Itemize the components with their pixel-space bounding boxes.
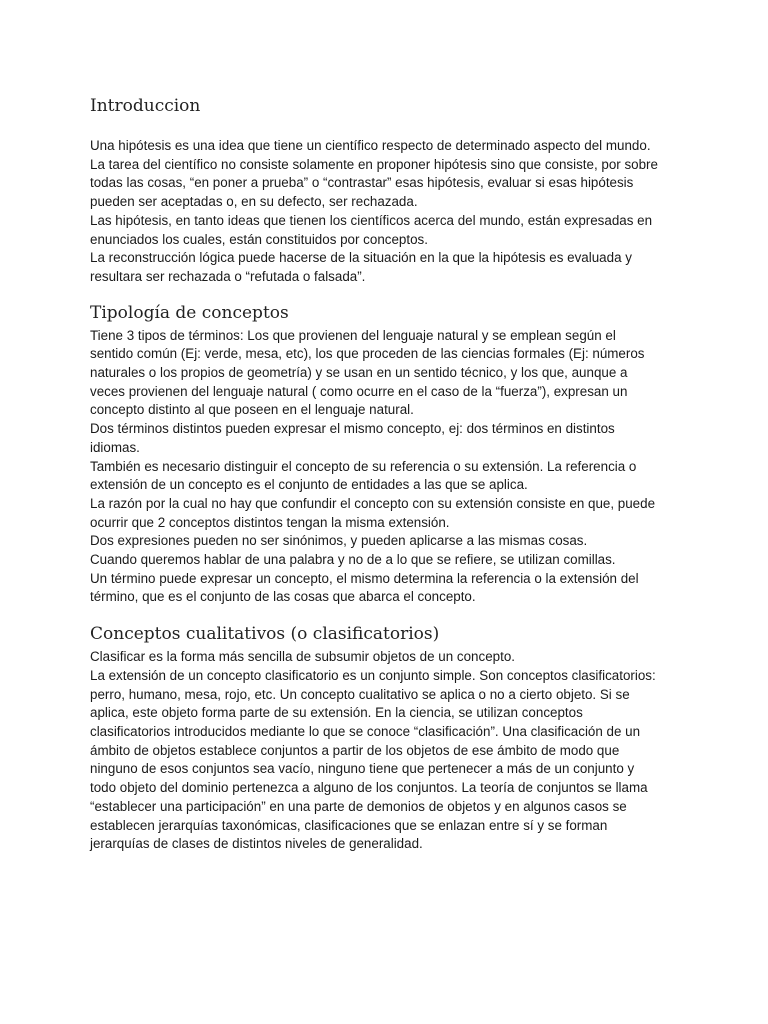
paragraph-line: idiomas. — [90, 439, 140, 455]
section-introduccion — [90, 92, 684, 287]
paragraph-line: También es necesario distinguir el concepto de su referencia o su extensión. La referencia o — [90, 458, 637, 474]
paragraph-line: Dos expresiones pueden no ser sinónimos, y pueden aplicarse a las mismas cosas. — [90, 533, 588, 549]
paragraph-line: todas las cosas, “en poner a prueba” o “contrastar” esas hipótesis, evaluar si esas hipótesis — [90, 175, 634, 191]
paragraph-line: La tarea del científico no consiste solamente en proponer hipótesis sino que consiste, por sobre — [90, 156, 658, 172]
paragraph-line: Tiene 3 tipos de términos: Los que provienen del lenguaje natural y se emplean según el — [90, 327, 616, 343]
section-body — [90, 648, 684, 854]
paragraph-line: Cuando queremos hablar de una palabra y no de a lo que se refiere, se utilizan comillas. — [90, 552, 616, 568]
paragraph-line: ocurrir que 2 conceptos distintos tengan la misma extensión. — [90, 514, 450, 530]
paragraph-line: resultara ser rechazada o “refutada o falsada”. — [90, 268, 366, 284]
paragraph-line: ninguno de esos conjuntos sea vacío, ninguno tiene que pertenecer a más de un conjunto y — [90, 761, 635, 777]
paragraph-line: Una hipótesis es una idea que tiene un científico respecto de determinado aspecto del mundo. — [90, 138, 651, 153]
paragraph-line: ámbito de objetos establece conjuntos a partir de los objetos de ese ámbito de modo que — [90, 742, 620, 758]
paragraph-line: sentido común (Ej: verde, mesa, etc), los que proceden de las ciencias formales (Ej: números — [90, 346, 645, 362]
paragraph-line: La reconstrucción lógica puede hacerse de la situación en la que la hipótesis es evaluada y — [90, 250, 632, 266]
section-tipologia-de-conceptos — [90, 299, 684, 608]
paragraph-line: Un término puede expresar un concepto, el mismo determina la referencia o la extensión del — [90, 570, 639, 586]
paragraph-line: perro, humano, mesa, rojo, etc. Un concepto cualitativo se aplica o no a cierto objeto. Si se — [90, 686, 630, 702]
section-heading: Introduccion — [90, 96, 201, 116]
paragraph-line: pueden ser aceptadas o, en su defecto, ser rechazada. — [90, 194, 418, 210]
paragraph-line: todo objeto del dominio pertenezca a alguno de los conjuntos. La teoría de conjuntos se llama — [90, 780, 648, 796]
paragraph-line: veces provienen del lenguaje natural ( como ocurre en el caso de la “fuerza”), expresan un — [90, 383, 628, 399]
paragraph-line: extensión de un concepto es el conjunto de entidades a las que se aplica. — [90, 477, 528, 493]
paragraph-line: naturales o los propios de geometría) y se usan en un sentido técnico, y los que, aunque a — [90, 365, 628, 381]
section-body — [90, 137, 684, 287]
paragraph-line: jerarquías de clases de distintos niveles de generalidad. — [90, 836, 423, 852]
section-heading: Conceptos cualitativos (o clasificatorios) — [90, 624, 440, 645]
paragraph-line: “establecer una participación” en una parte de demonios de objetos y en algunos casos se — [90, 798, 627, 814]
paragraph-line: Clasificar es la forma más sencilla de subsumir objetos de un concepto. — [90, 649, 515, 665]
paragraph-line: establecen jerarquías taxonómicas, clasificaciones que se enlazan entre sí y se forman — [90, 817, 608, 833]
paragraph-line: aplica, este objeto forma parte de su extensión. En la ciencia, se utilizan conceptos — [90, 705, 583, 721]
paragraph-line: La razón por la cual no hay que confundir el concepto con su extensión consiste en que, puede — [90, 495, 656, 511]
paragraph-line: clasificatorios introducidos mediante lo que se conoce “clasificación”. Una clasificación de un — [90, 723, 641, 739]
section-heading: Tipología de conceptos — [90, 302, 289, 323]
paragraph-line: enunciados los cuales, están constituidos por conceptos. — [90, 231, 428, 247]
paragraph-line: La extensión de un concepto clasificatorio es un conjunto simple. Son conceptos clasificatorios: — [90, 667, 656, 683]
paragraph-line: Dos términos distintos pueden expresar el mismo concepto, ej: dos términos en distintos — [90, 421, 615, 437]
paragraph-line: Las hipótesis, en tanto ideas que tienen los científicos acerca del mundo, están expresadas en — [90, 212, 653, 228]
section-conceptos-cualitativos — [90, 620, 684, 854]
paragraph-line: término, que es el conjunto de las cosas que abarca el concepto. — [90, 589, 476, 605]
section-body — [90, 327, 684, 608]
document-page — [90, 88, 684, 854]
paragraph-line: concepto distinto al que poseen en el lenguaje natural. — [90, 402, 414, 418]
